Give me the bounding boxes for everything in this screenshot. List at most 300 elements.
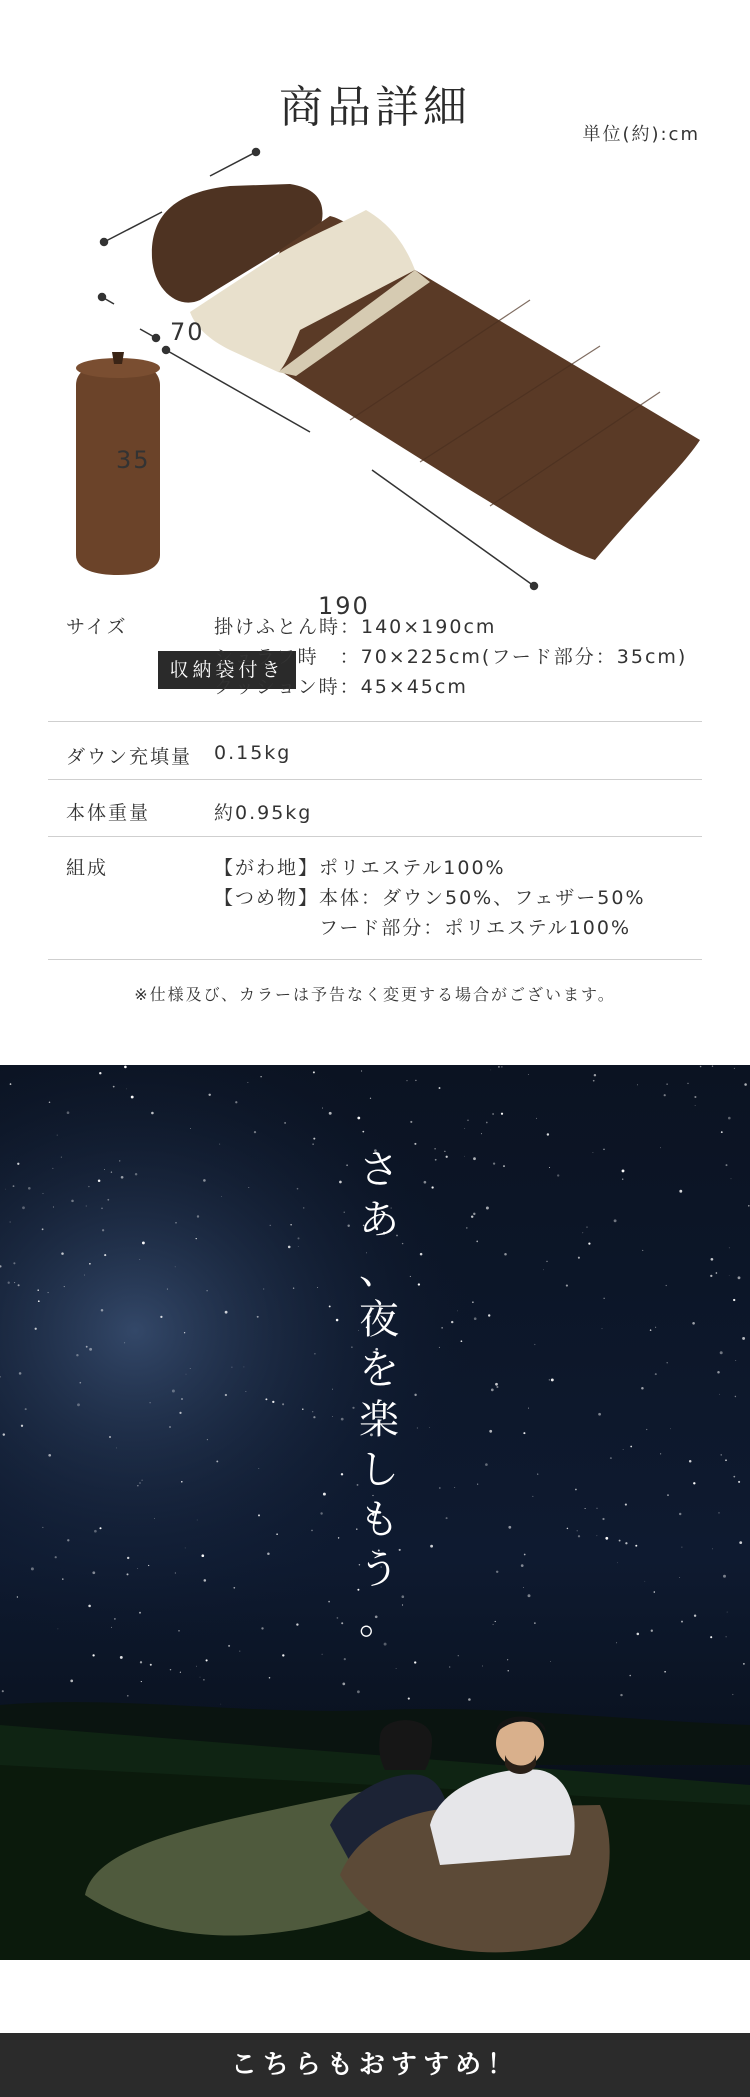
star <box>449 1667 450 1668</box>
star <box>246 1391 247 1392</box>
star <box>298 1246 299 1247</box>
star <box>99 1527 101 1529</box>
recommended-banner-button[interactable]: こちらもおすすめ！ <box>0 2033 750 2097</box>
star <box>323 1493 326 1496</box>
star <box>139 1482 140 1483</box>
star <box>461 1340 463 1342</box>
star <box>681 1547 682 1548</box>
star <box>721 1454 722 1455</box>
star <box>637 1085 638 1086</box>
star <box>629 1675 631 1677</box>
star <box>104 1254 106 1256</box>
star <box>729 1247 730 1248</box>
star <box>557 1174 559 1176</box>
star <box>491 1389 494 1392</box>
star <box>114 1618 116 1620</box>
star <box>725 1459 727 1461</box>
star <box>101 1309 104 1312</box>
star <box>313 1416 315 1418</box>
star <box>344 1658 346 1660</box>
star <box>111 1171 112 1172</box>
star <box>693 1482 695 1484</box>
star <box>84 1275 85 1276</box>
star <box>660 1147 661 1148</box>
star <box>712 1548 713 1549</box>
star <box>667 1494 668 1495</box>
star <box>431 1186 433 1188</box>
star <box>664 1671 666 1673</box>
night-sky-banner <box>0 1065 750 1960</box>
star <box>430 1545 433 1548</box>
star <box>267 1552 270 1555</box>
star <box>257 1316 259 1318</box>
star <box>57 1135 58 1136</box>
catch-char: う <box>359 1547 399 1593</box>
star <box>655 1327 656 1328</box>
star <box>588 1243 590 1245</box>
star <box>418 1283 420 1285</box>
star <box>407 1080 408 1081</box>
star <box>692 1322 695 1325</box>
star <box>62 1578 63 1579</box>
star <box>417 1428 418 1429</box>
star <box>567 1528 569 1530</box>
star <box>486 1122 488 1124</box>
star <box>472 1302 473 1303</box>
star <box>175 1222 177 1224</box>
star <box>317 1287 318 1288</box>
star <box>717 1371 720 1374</box>
star <box>546 1261 547 1262</box>
star <box>439 1347 440 1348</box>
star <box>650 1329 652 1331</box>
star <box>48 1292 49 1293</box>
star <box>458 1655 459 1656</box>
star <box>38 1300 40 1302</box>
star <box>486 1207 489 1210</box>
star <box>733 1299 735 1301</box>
star <box>528 1594 531 1597</box>
star <box>670 1428 671 1429</box>
spec-label-material: 組成 <box>66 857 109 879</box>
star <box>731 1178 732 1179</box>
star <box>415 1080 416 1081</box>
star <box>109 1436 111 1438</box>
star <box>537 1473 538 1474</box>
spec-value-size <box>214 612 687 702</box>
star <box>534 1344 535 1345</box>
star <box>67 1111 70 1114</box>
star <box>342 1683 345 1686</box>
star <box>124 1066 127 1069</box>
star <box>121 1176 124 1179</box>
star <box>721 1131 723 1133</box>
star <box>58 1629 59 1630</box>
star <box>735 1360 736 1361</box>
star <box>111 1627 112 1628</box>
star <box>630 1446 632 1448</box>
star <box>575 1489 577 1491</box>
star <box>602 1328 603 1329</box>
star <box>597 1535 598 1536</box>
material-line-1: 【がわ地】ポリエステル100% <box>214 857 506 879</box>
star <box>312 1143 313 1144</box>
star <box>231 1367 232 1368</box>
star <box>200 1677 201 1678</box>
star <box>695 1105 696 1106</box>
star <box>508 1670 509 1671</box>
star <box>727 1612 728 1613</box>
star <box>473 1213 475 1215</box>
star <box>119 1160 120 1161</box>
star <box>660 1453 661 1454</box>
star <box>184 1332 185 1333</box>
star <box>190 1368 191 1369</box>
star <box>64 1286 65 1287</box>
star <box>124 1342 125 1343</box>
star <box>549 1167 550 1168</box>
star <box>21 1425 23 1427</box>
star <box>496 1571 498 1573</box>
star <box>666 1362 667 1363</box>
star <box>48 1454 51 1457</box>
star <box>254 1131 256 1133</box>
star <box>666 1285 667 1286</box>
star <box>501 1113 503 1115</box>
catch-char: 楽 <box>359 1397 399 1443</box>
star <box>290 1224 291 1225</box>
star <box>243 1366 244 1367</box>
star <box>619 1540 621 1542</box>
star <box>734 1068 735 1069</box>
star <box>523 1587 524 1588</box>
star <box>370 1098 371 1099</box>
star <box>593 1080 595 1082</box>
star <box>504 1253 507 1256</box>
star <box>141 1480 142 1481</box>
star <box>473 1157 476 1160</box>
star <box>733 1476 735 1478</box>
star <box>620 1694 622 1696</box>
star <box>37 1289 38 1290</box>
star <box>655 1373 657 1375</box>
star <box>61 1157 62 1158</box>
star <box>76 1354 78 1356</box>
star <box>592 1152 593 1153</box>
star <box>288 1246 291 1249</box>
star <box>203 1179 206 1182</box>
star <box>582 1232 583 1233</box>
star <box>728 1117 731 1120</box>
spec-row-weight <box>48 780 702 837</box>
star <box>738 1276 741 1279</box>
star <box>126 1089 127 1090</box>
star <box>681 1621 683 1623</box>
star <box>221 1196 222 1197</box>
star <box>635 1545 637 1547</box>
star <box>729 1275 730 1276</box>
star <box>19 1372 22 1375</box>
star <box>587 1227 588 1228</box>
catch-char: 、 <box>359 1247 399 1293</box>
star <box>207 1439 208 1440</box>
star <box>206 1659 208 1661</box>
star <box>457 1311 458 1312</box>
star <box>361 1071 362 1072</box>
star <box>547 1133 549 1135</box>
star <box>154 1518 155 1519</box>
star <box>263 1289 264 1290</box>
star <box>43 1193 44 1194</box>
star <box>196 1238 197 1239</box>
star <box>414 1143 416 1145</box>
star <box>534 1622 535 1623</box>
star <box>89 1263 91 1265</box>
star <box>98 1180 101 1183</box>
star <box>276 1533 278 1535</box>
star <box>22 1206 25 1209</box>
star <box>578 1257 580 1259</box>
star <box>28 1187 31 1190</box>
star <box>610 1457 612 1459</box>
star <box>346 1164 348 1166</box>
star <box>622 1178 623 1179</box>
star <box>228 1645 230 1647</box>
star <box>181 1481 183 1483</box>
star <box>435 1159 437 1161</box>
star <box>726 1164 728 1166</box>
star <box>311 1530 313 1532</box>
star <box>180 1672 181 1673</box>
star <box>303 1207 305 1209</box>
star <box>716 1272 718 1274</box>
star <box>614 1219 617 1222</box>
star <box>10 1083 12 1085</box>
star <box>528 1408 529 1409</box>
star <box>151 1112 154 1115</box>
material-line-3: フード部分：ポリエステル100% <box>214 917 632 939</box>
star <box>622 1169 625 1172</box>
star <box>175 1573 176 1574</box>
star <box>743 1663 745 1665</box>
star <box>625 1542 627 1544</box>
spec-value-weight: 約0.95kg <box>214 802 313 824</box>
star <box>70 1680 73 1683</box>
star <box>723 1575 726 1578</box>
star <box>313 1138 315 1140</box>
width-dimension: 70 <box>170 318 205 346</box>
star <box>104 1169 105 1170</box>
star <box>18 1284 20 1286</box>
star <box>441 1327 442 1328</box>
star <box>233 1587 235 1589</box>
star <box>578 1535 580 1537</box>
star <box>549 1379 550 1380</box>
star <box>139 1259 140 1260</box>
star <box>225 1311 228 1314</box>
star <box>605 1537 608 1540</box>
star <box>258 1514 260 1516</box>
star <box>646 1429 647 1430</box>
star <box>507 1659 508 1660</box>
star <box>528 1074 529 1075</box>
star <box>493 1624 494 1625</box>
star <box>94 1530 97 1533</box>
star <box>420 1253 423 1256</box>
star <box>239 1651 240 1652</box>
star <box>201 1554 204 1557</box>
star <box>113 1086 115 1088</box>
star <box>446 1156 448 1158</box>
star <box>623 1449 624 1450</box>
star <box>341 1473 343 1475</box>
star <box>120 1656 123 1659</box>
star <box>86 1346 88 1348</box>
star <box>396 1668 397 1669</box>
star <box>735 1396 736 1397</box>
star <box>25 1408 27 1410</box>
star <box>225 1394 227 1396</box>
star <box>341 1418 344 1421</box>
star <box>99 1072 101 1074</box>
depth-dimension: 35 <box>116 446 151 474</box>
star <box>190 1128 191 1129</box>
star <box>10 1222 11 1223</box>
star <box>694 1615 696 1617</box>
star <box>664 1094 666 1096</box>
star <box>142 1241 145 1244</box>
star <box>493 1162 495 1164</box>
star <box>585 1508 586 1509</box>
star <box>219 1144 220 1145</box>
star <box>282 1654 284 1656</box>
star <box>186 1374 187 1375</box>
star <box>135 1173 137 1175</box>
star <box>137 1485 138 1486</box>
star <box>42 1228 44 1230</box>
star <box>474 1317 477 1320</box>
star <box>644 1581 645 1582</box>
star <box>616 1642 617 1643</box>
star <box>86 1206 87 1207</box>
star <box>482 1666 483 1667</box>
spec-label-fill: ダウン充填量 <box>66 746 193 768</box>
star <box>101 1207 103 1209</box>
star <box>446 1517 448 1519</box>
star <box>3 1433 5 1435</box>
star <box>102 1229 104 1231</box>
star <box>679 1577 680 1578</box>
star <box>719 1394 720 1395</box>
star <box>49 1101 51 1103</box>
star <box>297 1188 299 1190</box>
star <box>687 1083 688 1084</box>
length-dimension: 190 <box>318 592 370 620</box>
star <box>270 1225 271 1226</box>
star <box>498 1066 500 1068</box>
star <box>178 1630 180 1632</box>
width-dim-line-left <box>104 212 162 242</box>
star <box>150 1664 152 1666</box>
star <box>127 1573 129 1575</box>
star <box>282 1403 284 1405</box>
catch-char: 。 <box>359 1597 399 1643</box>
star <box>5 1189 6 1190</box>
catch-char: さ <box>359 1147 399 1193</box>
star <box>357 1690 360 1693</box>
star <box>302 1409 303 1410</box>
star <box>642 1250 643 1251</box>
star <box>71 1200 74 1203</box>
star <box>495 1621 496 1622</box>
unit-label: 単位(約):cm <box>582 124 700 145</box>
star <box>551 1378 554 1381</box>
star <box>53 1207 54 1208</box>
star <box>313 1071 315 1073</box>
star <box>13 1185 15 1187</box>
star <box>2 1690 4 1692</box>
star <box>410 1121 412 1123</box>
star <box>625 1504 627 1506</box>
size-line-2: シュラフ時 ：70×225cm(フード部分：35cm) <box>214 646 688 668</box>
star <box>408 1698 410 1700</box>
star <box>328 1601 330 1603</box>
catch-char: あ <box>359 1197 399 1243</box>
star <box>127 1557 129 1559</box>
width-dim-line-right <box>210 152 256 176</box>
star <box>485 1463 488 1466</box>
star <box>467 1120 469 1122</box>
star <box>88 1605 91 1608</box>
spec-table <box>48 600 702 960</box>
star <box>617 1562 618 1563</box>
star <box>550 1661 551 1662</box>
star <box>139 1612 141 1614</box>
star <box>637 1633 640 1636</box>
star <box>598 1413 601 1416</box>
spec-row-material <box>48 837 702 960</box>
star <box>265 1398 267 1400</box>
star <box>337 1617 339 1619</box>
star <box>414 1394 416 1396</box>
catchphrase-vertical <box>351 1145 407 1645</box>
star <box>67 1539 69 1541</box>
star <box>312 1411 313 1412</box>
catch-char: も <box>359 1497 399 1543</box>
star <box>597 1508 598 1509</box>
star <box>339 1181 342 1184</box>
star <box>495 1383 498 1386</box>
star <box>329 1112 332 1115</box>
star <box>344 1212 345 1213</box>
star <box>296 1623 298 1625</box>
star <box>689 1460 692 1463</box>
star <box>700 1066 702 1068</box>
star <box>748 1205 750 1207</box>
star <box>61 1252 64 1255</box>
star <box>169 1426 171 1428</box>
catch-char: 夜 <box>359 1297 399 1343</box>
star <box>167 1289 168 1290</box>
star <box>679 1513 681 1515</box>
star <box>566 1285 568 1287</box>
star <box>17 1596 18 1597</box>
star <box>744 1083 747 1086</box>
star <box>197 1215 199 1217</box>
star <box>336 1319 339 1322</box>
star <box>127 1695 129 1697</box>
star <box>181 1398 183 1400</box>
